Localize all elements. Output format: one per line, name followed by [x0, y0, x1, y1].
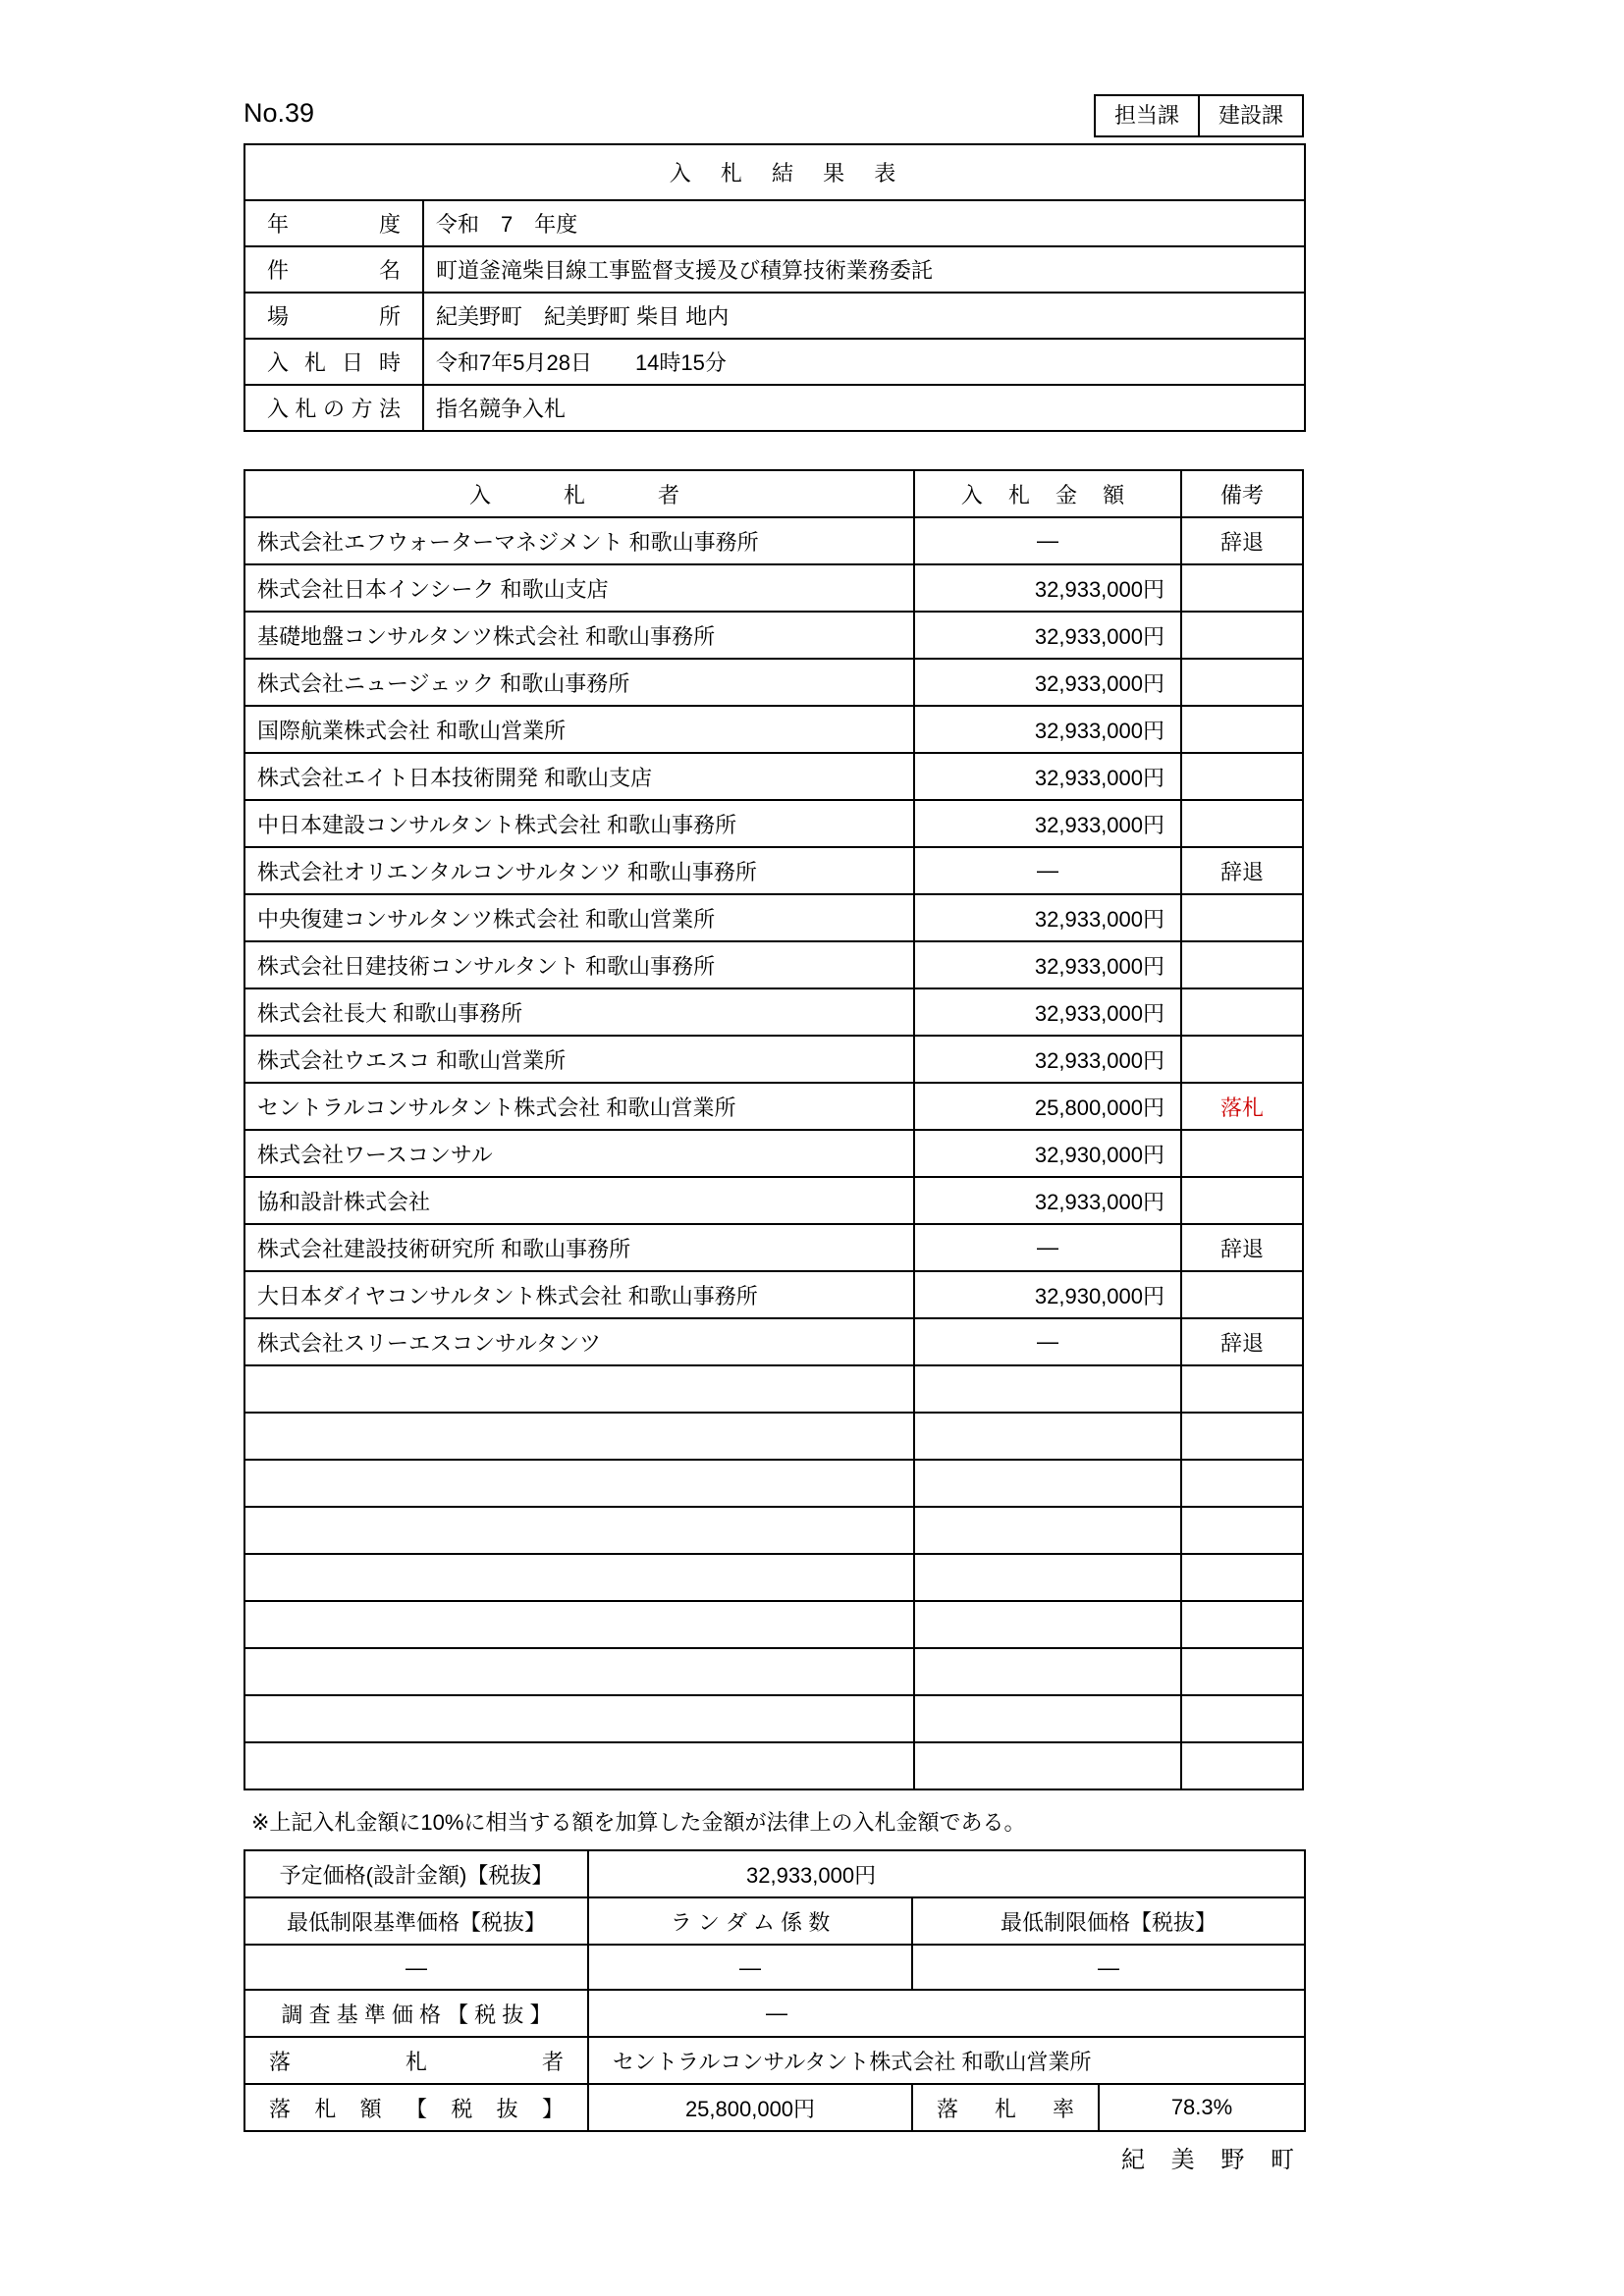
bidder-name: [244, 1554, 914, 1601]
table-row: [244, 1742, 1303, 1789]
table-row: [244, 1601, 1303, 1648]
bidder-name: [244, 1742, 914, 1789]
bid-remark: 辞退: [1181, 517, 1303, 564]
table-row: [244, 988, 1303, 1036]
table-row: [244, 612, 1303, 659]
bid-amount: 32,933,000円: [914, 941, 1181, 988]
bidder-name: [244, 1460, 914, 1507]
bid-remark: [1181, 1695, 1303, 1742]
header-info-row: [244, 246, 1305, 293]
min-base-price-value: —: [244, 1945, 588, 1992]
bidder-name: 基礎地盤コンサルタンツ株式会社 和歌山事務所: [244, 612, 914, 659]
bid-remark: [1181, 659, 1303, 706]
bid-remark: [1181, 612, 1303, 659]
header-info-value: 町道釜滝柴目線工事監督支援及び積算技術業務委託: [423, 246, 1305, 293]
survey-base-price-value: —: [588, 1990, 1305, 2037]
table-row: [244, 847, 1303, 894]
bidder-name: [244, 1695, 914, 1742]
bidder-name: セントラルコンサルタント株式会社 和歌山営業所: [244, 1083, 914, 1130]
survey-base-price-row: [244, 1990, 1305, 2037]
bidder-name: 株式会社エフウォーターマネジメント 和歌山事務所: [244, 517, 914, 564]
bid-remark: [1181, 1271, 1303, 1318]
bid-amount: —: [914, 847, 1181, 894]
table-row: [244, 1036, 1303, 1083]
table-row: [244, 753, 1303, 800]
header-info-table: [244, 143, 1306, 432]
table-row: [244, 564, 1303, 612]
tax-note: ※上記入札金額に10%に相当する額を加算した金額が法律上の入札金額である。: [251, 1810, 1026, 1835]
bid-amount: [914, 1460, 1181, 1507]
winner-value: セントラルコンサルタント株式会社 和歌山営業所: [588, 2037, 1305, 2084]
bid-remark: [1181, 941, 1303, 988]
bidder-name: [244, 1365, 914, 1413]
planned-price-row: [244, 1850, 1305, 1897]
table-row: [244, 1648, 1303, 1695]
bid-amount: 32,933,000円: [914, 800, 1181, 847]
bid-amount: [914, 1413, 1181, 1460]
bid-amount: [914, 1648, 1181, 1695]
bid-amount: 32,933,000円: [914, 564, 1181, 612]
table-row: [244, 706, 1303, 753]
header-info-row: [244, 293, 1305, 339]
bid-amount: [914, 1507, 1181, 1554]
header-info-label: 入 札 日 時: [244, 339, 423, 385]
bid-remark: [1181, 1130, 1303, 1177]
bid-remark: 辞退: [1181, 1224, 1303, 1271]
bid-remark: [1181, 1601, 1303, 1648]
bidder-name: 国際航業株式会社 和歌山営業所: [244, 706, 914, 753]
bidder-name: [244, 1413, 914, 1460]
table-row: [244, 659, 1303, 706]
winning-amount-label: 落 札 額 【 税 抜 】: [244, 2084, 588, 2131]
bid-remark: [1181, 1507, 1303, 1554]
bidder-name: 株式会社日本インシーク 和歌山支店: [244, 564, 914, 612]
table-row: [244, 894, 1303, 941]
survey-base-price-table: [244, 1989, 1306, 2038]
bid-amount: [914, 1365, 1181, 1413]
bid-amount: 32,933,000円: [914, 1036, 1181, 1083]
planned-price-table: [244, 1849, 1306, 1898]
bid-amount: 32,933,000円: [914, 706, 1181, 753]
min-limit-price-label: 最低制限価格【税抜】: [912, 1897, 1305, 1945]
table-row: [244, 1365, 1303, 1413]
header-info-value: 指名競争入札: [423, 385, 1305, 431]
bid-remark: [1181, 988, 1303, 1036]
bid-remark: [1181, 753, 1303, 800]
bidder-name: 大日本ダイヤコンサルタント株式会社 和歌山事務所: [244, 1271, 914, 1318]
bid-amount: 32,933,000円: [914, 1177, 1181, 1224]
bid-amount: —: [914, 517, 1181, 564]
winning-amount-value: 25,800,000円: [588, 2084, 912, 2131]
bid-amount: [914, 1554, 1181, 1601]
header-info-label: 場 所: [244, 293, 423, 339]
column-header-amount: 入 札 金 額: [914, 470, 1181, 517]
bidder-name: 中央復建コンサルタンツ株式会社 和歌山営業所: [244, 894, 914, 941]
header-info-label: 入 札 の 方 法: [244, 385, 423, 431]
document-number: No.39: [244, 98, 315, 128]
table-row: [244, 517, 1303, 564]
winner-summary-table: [244, 2036, 1306, 2132]
bid-amount: 32,933,000円: [914, 753, 1181, 800]
bid-remark: [1181, 1036, 1303, 1083]
bid-amount: 32,933,000円: [914, 988, 1181, 1036]
bid-remark: [1181, 1460, 1303, 1507]
bidder-name: [244, 1601, 914, 1648]
bidder-name: 協和設計株式会社: [244, 1177, 914, 1224]
department-box: [1094, 94, 1304, 137]
status-badge-winner: 落札: [1181, 1083, 1303, 1130]
planned-price-value: 32,933,000円: [588, 1850, 1305, 1897]
header-info-row: [244, 385, 1305, 431]
bidder-name: 株式会社日建技術コンサルタント 和歌山事務所: [244, 941, 914, 988]
bid-amount: 32,933,000円: [914, 894, 1181, 941]
bid-remark: [1181, 1177, 1303, 1224]
table-row: [244, 1460, 1303, 1507]
table-row: [244, 941, 1303, 988]
bid-amount: 25,800,000円: [914, 1083, 1181, 1130]
department-value: 建設課: [1218, 103, 1283, 128]
bid-remark: [1181, 1554, 1303, 1601]
random-coefficient-value: —: [588, 1945, 912, 1992]
bidder-name: 株式会社ニュージェック 和歌山事務所: [244, 659, 914, 706]
bidder-name: [244, 1648, 914, 1695]
winner-label: 落 札 者: [244, 2037, 588, 2084]
table-row: [244, 1413, 1303, 1460]
header-info-label: 年 度: [244, 200, 423, 246]
bidder-name: 株式会社エイト日本技術開発 和歌山支店: [244, 753, 914, 800]
bid-remark: 辞退: [1181, 1318, 1303, 1365]
bidder-name: [244, 1507, 914, 1554]
document-top-row: [244, 94, 1304, 137]
bid-remark: [1181, 800, 1303, 847]
planned-price-label: 予定価格(設計金額)【税抜】: [244, 1850, 588, 1897]
bid-amount: [914, 1742, 1181, 1789]
win-rate-label: 落 札 率: [912, 2084, 1099, 2131]
header-info-label: 件 名: [244, 246, 423, 293]
bid-remark: [1181, 1648, 1303, 1695]
table-row: [244, 1224, 1303, 1271]
bidder-name: 株式会社長大 和歌山事務所: [244, 988, 914, 1036]
table-row: [244, 800, 1303, 847]
bid-amount: 32,933,000円: [914, 659, 1181, 706]
header-info-value: 紀美野町 紀美野町 柴目 地内: [423, 293, 1305, 339]
bid-amount: 32,930,000円: [914, 1130, 1181, 1177]
header-info-value: 令和 7 年度: [423, 200, 1305, 246]
min-base-price-label: 最低制限基準価格【税抜】: [244, 1897, 588, 1945]
table-row: [244, 1083, 1303, 1130]
minimum-limit-table: [244, 1896, 1306, 1993]
winning-amount-row: [244, 2084, 1305, 2131]
win-rate-value: 78.3%: [1099, 2084, 1305, 2131]
table-row: [244, 1318, 1303, 1365]
bid-remark: [1181, 1742, 1303, 1789]
department-label: 担当課: [1096, 96, 1200, 135]
bid-remark: [1181, 1413, 1303, 1460]
bidders-table: [244, 469, 1304, 1790]
bid-remark: [1181, 1365, 1303, 1413]
bidder-name: 株式会社ウエスコ 和歌山営業所: [244, 1036, 914, 1083]
bid-amount: —: [914, 1318, 1181, 1365]
bid-remark: [1181, 706, 1303, 753]
table-row: [244, 1554, 1303, 1601]
bid-amount: —: [914, 1224, 1181, 1271]
header-info-row: [244, 200, 1305, 246]
table-row: [244, 1271, 1303, 1318]
page-title: 入 札 結 果 表: [244, 144, 1305, 200]
column-header-remark: 備考: [1181, 470, 1303, 517]
minimum-limit-header-row: [244, 1897, 1305, 1945]
document-title-row: [244, 144, 1305, 200]
bidders-table-header-row: [244, 470, 1303, 517]
header-info-value: 令和7年5月28日 14時15分: [423, 339, 1305, 385]
bidder-name: 株式会社建設技術研究所 和歌山事務所: [244, 1224, 914, 1271]
town-signature: 紀 美 野 町: [1120, 2147, 1304, 2173]
min-limit-price-value: —: [912, 1945, 1305, 1992]
bidder-name: 株式会社ワースコンサル: [244, 1130, 914, 1177]
random-coefficient-label: ラ ン ダ ム 係 数: [588, 1897, 912, 1945]
bid-amount: [914, 1695, 1181, 1742]
bid-amount: 32,930,000円: [914, 1271, 1181, 1318]
winner-row: [244, 2037, 1305, 2084]
bid-remark: [1181, 564, 1303, 612]
bid-remark: [1181, 894, 1303, 941]
bidder-name: 株式会社オリエンタルコンサルタンツ 和歌山事務所: [244, 847, 914, 894]
table-row: [244, 1177, 1303, 1224]
bid-amount: 32,933,000円: [914, 612, 1181, 659]
column-header-bidder: 入 札 者: [244, 470, 914, 517]
table-row: [244, 1130, 1303, 1177]
table-row: [244, 1507, 1303, 1554]
header-info-row: [244, 339, 1305, 385]
survey-base-price-label: 調 査 基 準 価 格 【 税 抜 】: [244, 1990, 588, 2037]
minimum-limit-value-row: [244, 1945, 1305, 1992]
bidder-name: 株式会社スリーエスコンサルタンツ: [244, 1318, 914, 1365]
table-row: [244, 1695, 1303, 1742]
bid-remark: 辞退: [1181, 847, 1303, 894]
bidder-name: 中日本建設コンサルタント株式会社 和歌山事務所: [244, 800, 914, 847]
bid-amount: [914, 1601, 1181, 1648]
